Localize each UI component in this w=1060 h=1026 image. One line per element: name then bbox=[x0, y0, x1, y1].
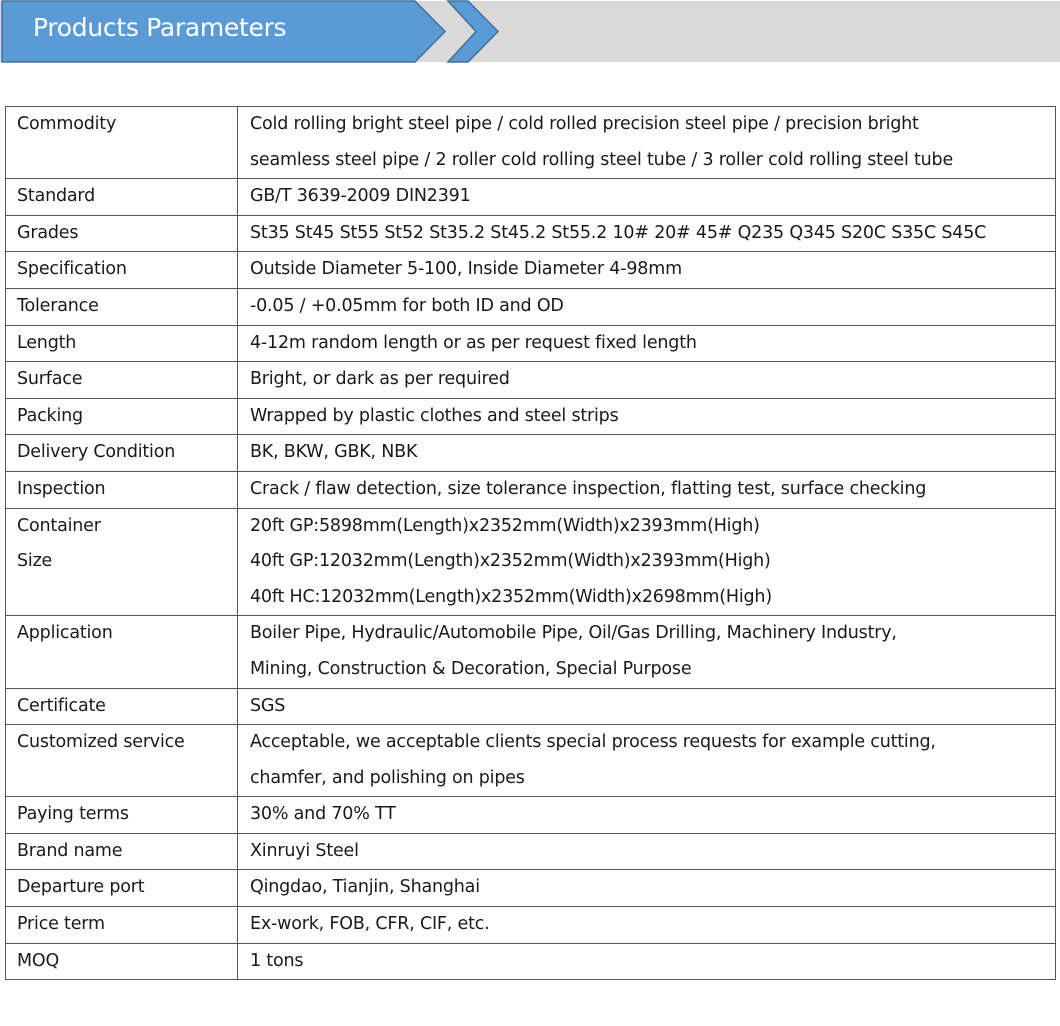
parameter-value bbox=[238, 688, 1056, 725]
parameter-value bbox=[238, 797, 1056, 834]
parameter-value-line: SGS bbox=[250, 695, 286, 716]
parameter-label-line: Container bbox=[17, 515, 101, 536]
parameter-value bbox=[238, 362, 1056, 399]
parameter-label bbox=[6, 797, 238, 834]
parameter-label-line: Certificate bbox=[17, 695, 106, 716]
table-row bbox=[6, 435, 1056, 472]
parameter-label-line: Brand name bbox=[17, 840, 123, 861]
parameter-value bbox=[238, 252, 1056, 289]
parameter-label bbox=[6, 398, 238, 435]
parameter-value-line: GB/T 3639-2009 DIN2391 bbox=[250, 186, 471, 207]
parameter-value-line: Cold rolling bright steel pipe / cold rolled precision steel pipe / precision bright bbox=[250, 114, 919, 134]
parameter-value-line: chamfer, and polishing on pipes bbox=[250, 767, 525, 788]
parameter-label-line: Size bbox=[17, 551, 53, 572]
parameter-label-line: Standard bbox=[17, 186, 96, 207]
parameter-label bbox=[6, 107, 238, 179]
parameter-value-line: seamless steel pipe / 2 roller cold rolling steel tube / 3 roller cold rolling steel tube bbox=[250, 149, 954, 170]
table-row bbox=[6, 471, 1056, 508]
products-parameters-table bbox=[5, 106, 1056, 980]
parameter-label bbox=[6, 215, 238, 252]
parameter-value-line: Xinruyi Steel bbox=[250, 840, 359, 861]
parameter-value bbox=[238, 215, 1056, 252]
parameter-label bbox=[6, 325, 238, 362]
table-row bbox=[6, 252, 1056, 289]
parameter-label-line: Inspection bbox=[17, 478, 106, 499]
table-row bbox=[6, 215, 1056, 252]
parameter-label-line: Application bbox=[17, 623, 113, 644]
table-row bbox=[6, 508, 1056, 616]
parameter-label bbox=[6, 435, 238, 472]
parameter-value bbox=[238, 725, 1056, 797]
parameter-value-line: Bright, or dark as per required bbox=[250, 369, 510, 390]
parameter-value-line: Qingdao, Tianjin, Shanghai bbox=[250, 877, 480, 898]
table-row bbox=[6, 398, 1056, 435]
table-row bbox=[6, 325, 1056, 362]
parameter-label-line: Specification bbox=[17, 259, 127, 280]
parameter-value-line: Boiler Pipe, Hydraulic/Automobile Pipe, Oil/Gas Drilling, Machinery Industry, bbox=[250, 623, 897, 644]
parameter-value-line: Wrapped by plastic clothes and steel strips bbox=[250, 405, 619, 426]
parameter-value-line: Mining, Construction & Decoration, Special Purpose bbox=[250, 658, 692, 679]
parameter-value-line: 4-12m random length or as per request fixed length bbox=[250, 332, 697, 353]
parameter-value-line: St35 St45 St55 St52 St35.2 St45.2 St55.2 10# 20# 45# Q235 Q345 S20C S35C S45C bbox=[250, 222, 987, 243]
table-row bbox=[6, 688, 1056, 725]
table-row bbox=[6, 179, 1056, 216]
parameter-label bbox=[6, 725, 238, 797]
parameter-value-line: -0.05 / +0.05mm for both ID and OD bbox=[250, 295, 564, 316]
parameter-label-line: Delivery Condition bbox=[17, 442, 176, 463]
parameter-value-line: Crack / flaw detection, size tolerance inspection, flatting test, surface checking bbox=[250, 478, 927, 499]
parameter-value bbox=[238, 616, 1056, 688]
parameter-value bbox=[238, 508, 1056, 616]
table-row bbox=[6, 870, 1056, 907]
table-row bbox=[6, 797, 1056, 834]
section-banner bbox=[0, 0, 1060, 63]
parameter-label-line: Commodity bbox=[17, 114, 117, 134]
table-row bbox=[6, 907, 1056, 944]
parameter-label bbox=[6, 471, 238, 508]
parameter-value bbox=[238, 907, 1056, 944]
parameter-label bbox=[6, 288, 238, 325]
parameter-label bbox=[6, 179, 238, 216]
parameter-label-line: Length bbox=[17, 332, 77, 353]
parameter-label bbox=[6, 688, 238, 725]
parameter-value bbox=[238, 833, 1056, 870]
parameter-label-line: Packing bbox=[17, 405, 83, 426]
parameter-label-line: MOQ bbox=[17, 950, 60, 971]
table-row bbox=[6, 107, 1056, 179]
parameter-value bbox=[238, 943, 1056, 980]
parameter-label bbox=[6, 362, 238, 399]
parameter-value bbox=[238, 870, 1056, 907]
parameter-value-line: 40ft GP:12032mm(Length)x2352mm(Width)x2393mm(High) bbox=[250, 551, 771, 572]
parameter-value-line: 1 tons bbox=[250, 950, 304, 971]
parameter-label-line: Grades bbox=[17, 222, 79, 243]
parameter-label-line: Customized service bbox=[17, 732, 185, 753]
section-title: Products Parameters bbox=[33, 13, 287, 42]
table-row bbox=[6, 943, 1056, 980]
table-row bbox=[6, 616, 1056, 688]
table-row bbox=[6, 725, 1056, 797]
table-row bbox=[6, 288, 1056, 325]
parameter-value bbox=[238, 471, 1056, 508]
parameter-label bbox=[6, 508, 238, 616]
parameter-value bbox=[238, 179, 1056, 216]
parameter-value bbox=[238, 398, 1056, 435]
parameter-label bbox=[6, 833, 238, 870]
parameter-value-line: 30% and 70% TT bbox=[250, 804, 396, 825]
parameter-value-line: 20ft GP:5898mm(Length)x2352mm(Width)x2393mm(High) bbox=[250, 515, 760, 536]
parameter-label-line: Surface bbox=[17, 369, 83, 390]
table-row bbox=[6, 833, 1056, 870]
parameter-label-line: Price term bbox=[17, 914, 105, 935]
parameter-value-line: Outside Diameter 5-100, Inside Diameter 4-98mm bbox=[250, 259, 682, 280]
parameter-value-line: Acceptable, we acceptable clients special process requests for example cutting, bbox=[250, 732, 936, 753]
parameter-label bbox=[6, 252, 238, 289]
parameter-value bbox=[238, 107, 1056, 179]
parameter-label-line: Paying terms bbox=[17, 804, 129, 825]
parameter-value bbox=[238, 435, 1056, 472]
parameter-value-line: BK, BKW, GBK, NBK bbox=[250, 442, 418, 463]
parameter-label bbox=[6, 870, 238, 907]
parameter-value bbox=[238, 288, 1056, 325]
parameter-label-line: Departure port bbox=[17, 877, 145, 898]
parameter-value-line: 40ft HC:12032mm(Length)x2352mm(Width)x2698mm(High) bbox=[250, 586, 772, 607]
parameter-label-line: Tolerance bbox=[17, 295, 99, 316]
parameter-value bbox=[238, 325, 1056, 362]
table-row bbox=[6, 362, 1056, 399]
parameter-value-line: Ex-work, FOB, CFR, CIF, etc. bbox=[250, 914, 490, 935]
parameter-label bbox=[6, 907, 238, 944]
parameter-label bbox=[6, 616, 238, 688]
parameter-label bbox=[6, 943, 238, 980]
